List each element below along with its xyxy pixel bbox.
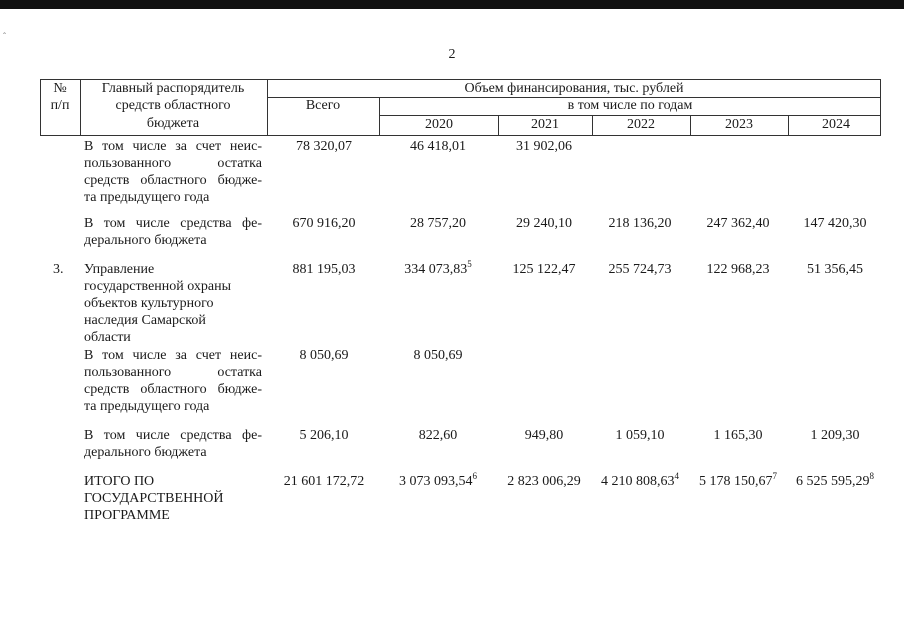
cell-2020: 334 073,83$^5$ xyxy=(404,259,472,277)
cell-2021: 31 902,06 xyxy=(516,139,572,154)
cell-total: 670 916,20 xyxy=(292,216,356,231)
cell-2021: 125 122,47 xyxy=(512,262,576,277)
cell-2022: 255 724,73 xyxy=(608,262,672,277)
cell-2020: 46 418,01 xyxy=(410,139,466,154)
cell-2023: 247 362,40 xyxy=(706,216,770,231)
header-divider xyxy=(788,115,789,136)
header-num-line1: № xyxy=(53,81,67,96)
cell-total: 881 195,03 xyxy=(292,262,356,277)
row-description: В том числе за счет неис- пользованного остатка средств областного бюдже- та предыдущего года xyxy=(84,139,262,205)
header-total: Всего xyxy=(305,98,341,113)
cell-2021: 949,80 xyxy=(524,428,564,443)
header-divider xyxy=(267,80,268,136)
header-manager-line2: средств областного xyxy=(115,98,231,113)
scan-speck: ˆ xyxy=(3,31,6,41)
header-divider xyxy=(592,115,593,136)
header-manager-line3: бюджета xyxy=(146,116,200,131)
cell-total: 21 601 172,72 xyxy=(283,474,365,489)
header-year-2021: 2021 xyxy=(531,117,559,132)
cell-total: 78 320,07 xyxy=(296,139,352,154)
cell-2020: 8 050,69 xyxy=(413,348,463,363)
cell-2021: 2 823 006,29 xyxy=(507,474,581,489)
page-number: 2 xyxy=(448,47,456,62)
cell-2022: 1 059,10 xyxy=(615,428,665,443)
header-funding-title: Объем финансирования, тыс. рублей xyxy=(464,81,684,96)
header-divider xyxy=(379,97,380,136)
scan-top-border xyxy=(0,0,904,9)
row-description: ИТОГО ПО ГОСУДАРСТВЕННОЙ ПРОГРАММЕ xyxy=(84,474,224,523)
cell-2020: 28 757,20 xyxy=(410,216,466,231)
header-manager-line1: Главный распорядитель xyxy=(101,81,245,96)
cell-2020: 3 073 093,54$^6$ xyxy=(399,471,477,489)
cell-2024: 1 209,30 xyxy=(810,428,860,443)
row-description: В том числе средства фе- дерального бюджета xyxy=(84,216,262,248)
header-year-2022: 2022 xyxy=(627,117,655,132)
cell-2024: 147 420,30 xyxy=(803,216,867,231)
cell-2021: 29 240,10 xyxy=(516,216,572,231)
cell-2024: 51 356,45 xyxy=(807,262,863,277)
cell-2023: 5 178 150,67$^7$ xyxy=(699,471,777,489)
cell-total: 5 206,10 xyxy=(299,428,349,443)
cell-2022: 4 210 808,63$^4$ xyxy=(601,471,679,489)
header-divider xyxy=(690,115,691,136)
cell-2024: 6 525 595,29$^8$ xyxy=(796,471,874,489)
header-year-2023: 2023 xyxy=(725,117,753,132)
cell-2020: 822,60 xyxy=(418,428,458,443)
cell-2023: 122 968,23 xyxy=(706,262,770,277)
cell-total: 8 050,69 xyxy=(299,348,349,363)
header-divider xyxy=(80,80,81,136)
table-header xyxy=(40,79,881,136)
row-number: 3. xyxy=(53,262,64,277)
header-divider xyxy=(498,115,499,136)
header-by-years: в том числе по годам xyxy=(567,98,693,113)
header-num-line2: п/п xyxy=(50,98,70,113)
row-description: Управление государственной охраны объектов культурного наследия Самарской области xyxy=(84,262,232,345)
row-description: В том числе за счет неис- пользованного остатка средств областного бюдже- та предыдущего года xyxy=(84,348,262,414)
header-year-2020: 2020 xyxy=(425,117,453,132)
header-year-2024: 2024 xyxy=(822,117,850,132)
cell-2023: 1 165,30 xyxy=(713,428,763,443)
cell-2022: 218 136,20 xyxy=(608,216,672,231)
row-description: В том числе средства фе- дерального бюджета xyxy=(84,428,262,460)
